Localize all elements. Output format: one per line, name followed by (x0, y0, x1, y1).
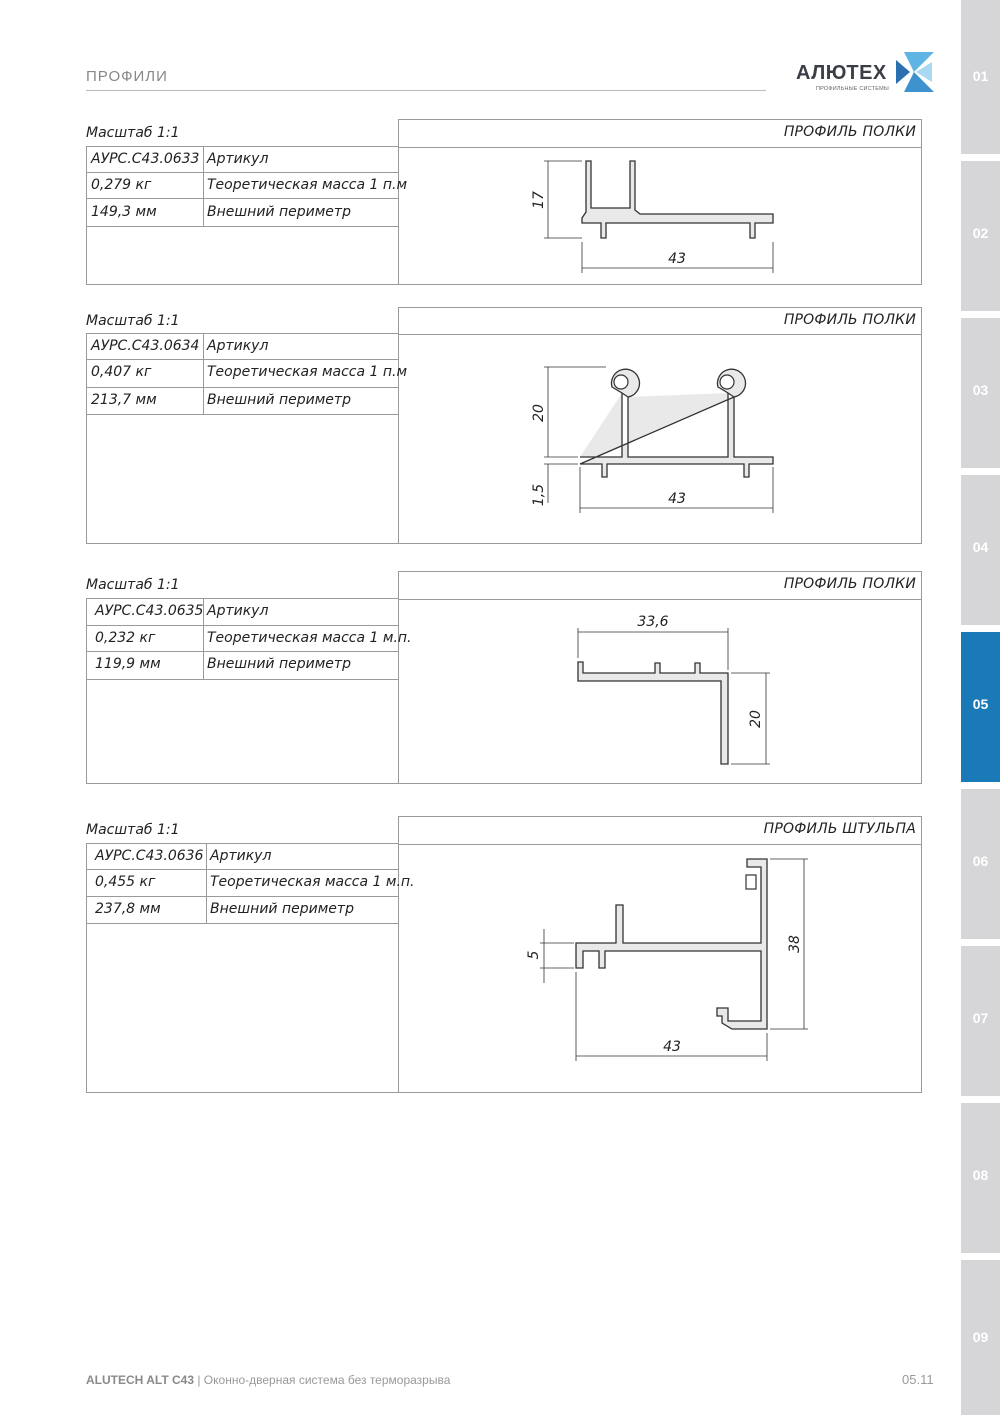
logo-subtitle: ПРОФИЛЬНЫЕ СИСТЕМЫ (816, 86, 889, 92)
profile-title: ПРОФИЛЬ ШТУЛЬПА (763, 821, 916, 837)
profile-info-table (86, 146, 408, 285)
perimeter-value: 149,3 мм (91, 204, 157, 220)
page-number: 05.11 (902, 1372, 934, 1387)
article-label: Артикул (207, 151, 269, 167)
perimeter-label: Внешний периметр (210, 901, 354, 917)
tab-09[interactable]: 09 (961, 1260, 1000, 1415)
profile-section (576, 859, 767, 1029)
article-label: Артикул (210, 848, 272, 864)
tab-04[interactable]: 04 (961, 475, 1000, 625)
logo-text: АЛЮТЕХ (796, 62, 887, 84)
footer (86, 1373, 450, 1387)
profile-info-table (86, 843, 415, 1093)
table-row (87, 844, 398, 870)
dimension-label: 33,6 (637, 614, 669, 630)
dimension-label: 43 (663, 1039, 681, 1055)
footer-text: Оконно-дверная система без терморазрыва (203, 1373, 451, 1387)
mass-value: 0,232 кг (95, 630, 156, 646)
dimension-label: 17 (531, 191, 547, 209)
perimeter-label: Внешний периметр (207, 392, 351, 408)
tab-03[interactable]: 03 (961, 318, 1000, 468)
mass-label: Теоретическая масса 1 м.п. (210, 874, 415, 890)
perimeter-label: Внешний периметр (207, 204, 351, 220)
profile-info-table (86, 333, 408, 544)
dimension-label: 5 (526, 950, 542, 960)
footer-separator: | (194, 1373, 204, 1387)
scale-label: Масштаб 1:1 (86, 577, 180, 593)
profile-title: ПРОФИЛЬ ПОЛКИ (783, 124, 916, 140)
mass-label: Теоретическая масса 1 п.м (207, 364, 408, 380)
tab-06[interactable]: 06 (961, 789, 1000, 939)
profile-drawing (400, 600, 920, 782)
table-row (87, 388, 398, 415)
table-row (87, 200, 398, 227)
dimension-label: 20 (748, 710, 764, 728)
table-row (87, 626, 412, 652)
scale-label: Масштаб 1:1 (86, 822, 180, 838)
logo-mark-icon (896, 52, 934, 92)
table-row (87, 897, 398, 924)
mass-label: Теоретическая масса 1 п.м (207, 177, 408, 193)
mass-value: 0,279 кг (91, 177, 152, 193)
table-row (87, 147, 398, 173)
company-logo (792, 52, 938, 96)
tab-05[interactable]: 05 (961, 632, 1000, 782)
dimension-label: 38 (787, 935, 803, 953)
table-row (87, 599, 398, 626)
article-value: АУРС.С43.0636 (95, 848, 204, 864)
article-value: АУРС.С43.0633 (91, 151, 200, 167)
profile-title: ПРОФИЛЬ ПОЛКИ (783, 576, 916, 592)
article-label: Артикул (207, 338, 269, 354)
article-label: Артикул (207, 603, 269, 619)
dimension-label: 20 (531, 404, 547, 422)
profile-info-table (86, 598, 412, 784)
profile-title: ПРОФИЛЬ ПОЛКИ (783, 312, 916, 328)
page-section-title: ПРОФИЛИ (86, 68, 168, 85)
article-value: АУРС.С43.0635 (95, 603, 204, 619)
header-divider (86, 90, 766, 91)
profile-section (580, 369, 773, 477)
scale-label: Масштаб 1:1 (86, 313, 180, 329)
table-row (87, 870, 415, 897)
table-row (87, 360, 408, 388)
profile-drawing (400, 148, 920, 284)
article-value: АУРС.С43.0634 (91, 338, 200, 354)
scale-label: Масштаб 1:1 (86, 125, 180, 141)
table-row (87, 334, 398, 360)
dimension-label: 43 (668, 251, 686, 267)
tab-02[interactable]: 02 (961, 161, 1000, 311)
table-row (87, 652, 398, 680)
profile-drawing (400, 845, 920, 1091)
profile-section (578, 662, 728, 764)
perimeter-value: 213,7 мм (91, 392, 157, 408)
mass-label: Теоретическая масса 1 м.п. (207, 630, 412, 646)
perimeter-value: 119,9 мм (95, 656, 161, 672)
tab-07[interactable]: 07 (961, 946, 1000, 1096)
mass-value: 0,455 кг (95, 874, 156, 890)
table-row (87, 173, 408, 199)
mass-value: 0,407 кг (91, 364, 152, 380)
profile-section (582, 161, 773, 238)
profile-drawing (400, 335, 920, 542)
tab-01[interactable]: 01 (961, 0, 1000, 154)
perimeter-label: Внешний периметр (207, 656, 351, 672)
chapter-tabs (961, 0, 1000, 1415)
dimension-label: 43 (668, 491, 686, 507)
tab-08[interactable]: 08 (961, 1103, 1000, 1253)
dimension-label: 1,5 (531, 483, 547, 507)
perimeter-value: 237,8 мм (95, 901, 161, 917)
footer-brand: ALUTECH ALT C43 (86, 1373, 194, 1387)
